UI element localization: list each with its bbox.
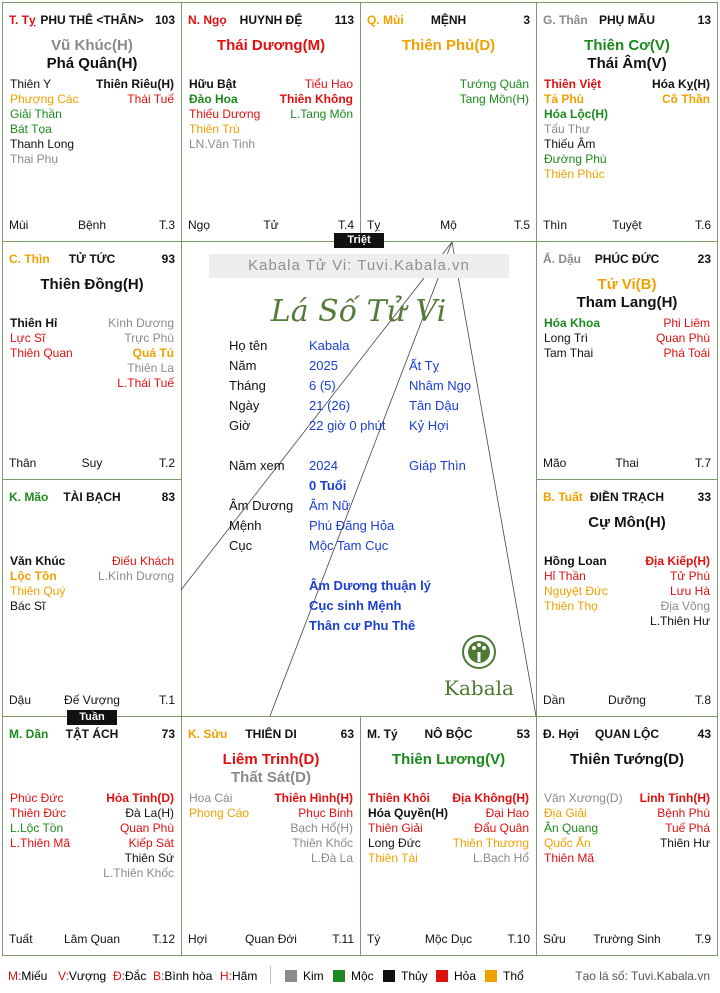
minor-star: Địa Võng — [660, 599, 710, 613]
strength-code: V — [58, 969, 66, 983]
legend-separator — [270, 966, 271, 984]
minor-star: Địa Kiếp(H) — [645, 554, 710, 568]
element-text: Hỏa — [454, 969, 477, 983]
minor-star: Thiên Phúc — [544, 167, 605, 181]
minor-star: Tang Môn(H) — [459, 92, 529, 106]
palace-age: 33 — [697, 490, 711, 504]
minor-star: Long Đức — [368, 836, 421, 850]
minor-star: L.Lộc Tồn — [10, 821, 64, 835]
truong-sinh: Đế Vượng — [64, 693, 120, 707]
main-star: Phá Quân(H) — [46, 55, 138, 72]
element-text: Kim — [303, 969, 324, 983]
minor-star: L.Bạch Hổ — [472, 851, 529, 865]
minor-star: Văn Khúc — [10, 554, 66, 568]
logo-text: Kabala — [444, 676, 514, 700]
minor-star: LN.Văn Tinh — [189, 137, 256, 151]
tuan-tag: Tuần — [67, 710, 117, 725]
heavenly-stem: N. Ngọ — [188, 13, 227, 27]
info-value: 6 (5) — [309, 378, 336, 393]
info-label: Giờ — [229, 418, 251, 433]
truong-sinh: Trường Sinh — [593, 932, 661, 946]
strength-text: Vượng — [68, 969, 107, 983]
minor-star: Thiên Việt — [544, 77, 602, 91]
heavenly-stem: B. Tuất — [543, 490, 583, 504]
minor-star: Phong Cáo — [189, 806, 250, 820]
main-star: Thiên Cơ(V) — [584, 37, 670, 54]
minor-star: L.Thiên Khốc — [103, 866, 174, 880]
minor-star: Hóa Kỵ(H) — [651, 77, 710, 91]
minor-star: L.Thiên Mã — [10, 836, 71, 850]
minor-star: Quan Phù — [119, 821, 174, 835]
minor-star: Cô Thần — [662, 92, 710, 106]
element-swatch — [436, 970, 448, 982]
element-key — [383, 969, 428, 983]
chart-note: Âm Dương thuận lý — [309, 578, 431, 593]
main-star: Cự Môn(H) — [588, 514, 666, 531]
truong-sinh: Dưỡng — [608, 693, 646, 707]
info-can-chi: Nhâm Ngọ — [409, 378, 472, 393]
heavenly-stem: C. Thìn — [9, 252, 50, 266]
minor-star: Hồng Loan — [544, 554, 607, 568]
strength-code: M — [8, 969, 18, 983]
palace-name: TẬT ÁCH — [65, 727, 119, 741]
watermark-text: Kabala Tử Vi: Tuvi.Kabala.vn — [209, 254, 509, 278]
truong-sinh: Tử — [263, 218, 279, 232]
truong-sinh: Tuyệt — [612, 218, 642, 232]
heavenly-stem: T. Tỵ — [9, 13, 36, 27]
info-can-chi: Giáp Thìn — [409, 458, 466, 473]
minor-star: Địa Giải — [544, 806, 587, 820]
minor-star: L.Tang Môn — [290, 107, 353, 121]
element-key — [333, 969, 374, 983]
truong-sinh: Mộc Dục — [424, 932, 473, 946]
minor-star: Thiên Tài — [368, 851, 418, 865]
minor-star: Hoa Cái — [189, 791, 233, 805]
main-star: Thái Dương(M) — [216, 37, 326, 54]
info-label: Năm xem — [229, 458, 285, 473]
info-label: Mệnh — [229, 518, 262, 533]
strength-code: B — [153, 969, 162, 983]
minor-star: Thiếu Dương — [189, 107, 261, 121]
info-value: Âm Nữ — [309, 498, 351, 513]
month-marker: T.1 — [158, 693, 175, 707]
palace-name: ĐIỀN TRẠCH — [590, 490, 664, 504]
minor-star: Đẩu Quân — [474, 821, 529, 835]
element-key — [485, 969, 524, 983]
dai-van-branch: Dần — [543, 693, 566, 707]
minor-star: Thiên Hư — [659, 836, 710, 850]
strength-key: B:Bình hòa — [153, 969, 213, 983]
minor-star: Thiên Mã — [544, 851, 595, 865]
month-marker: T.3 — [158, 218, 175, 232]
info-label: Năm — [229, 358, 257, 373]
element-swatch — [383, 970, 395, 982]
minor-star: Thiên Đức — [10, 806, 67, 820]
minor-star: Bát Tọa — [10, 122, 52, 136]
minor-star: Thiên Hình(H) — [274, 791, 353, 805]
minor-star: Hữu Bật — [189, 77, 237, 91]
minor-star: Hỏa Tinh(D) — [106, 791, 174, 805]
truong-sinh: Thai — [615, 456, 639, 470]
minor-star: Tiểu Hao — [304, 77, 353, 91]
minor-star: Bạch Hổ(H) — [290, 821, 353, 835]
minor-star: Phúc Đức — [10, 791, 64, 805]
palace-age: 43 — [697, 727, 711, 741]
minor-star: Thiên Sứ — [124, 851, 174, 865]
minor-star: Quả Tú — [132, 346, 174, 360]
main-star: Tham Lang(H) — [576, 294, 678, 311]
info-label: Họ tên — [229, 338, 268, 353]
dai-van-branch: Tỵ — [367, 218, 381, 232]
minor-star: Phá Toái — [663, 346, 710, 360]
chart-title: Lá Số Tử Vi — [270, 294, 447, 329]
minor-star: Điếu Khách — [111, 554, 174, 568]
month-marker: T.7 — [694, 456, 711, 470]
palace-age: 113 — [334, 13, 354, 27]
tree-icon — [443, 634, 515, 676]
minor-star: Kiếp Sát — [128, 836, 174, 850]
element-text: Thủy — [401, 969, 428, 983]
minor-star: Đại Hao — [485, 806, 529, 820]
info-label: Âm Dương — [229, 498, 294, 513]
minor-star: Thai Phụ — [10, 152, 59, 166]
strength-code: H — [220, 969, 229, 983]
month-marker: T.8 — [694, 693, 711, 707]
dai-van-branch: Thìn — [543, 218, 568, 232]
element-swatch — [333, 970, 345, 982]
heavenly-stem: Q. Mùi — [367, 13, 404, 27]
palace-name: PHÚC ĐỨC — [594, 252, 660, 266]
info-can-chi: Tân Dậu — [409, 398, 459, 413]
palace-age: 83 — [161, 490, 175, 504]
info-value: 0 Tuổi — [309, 478, 347, 493]
element-key — [285, 969, 324, 983]
info-label: Ngày — [229, 398, 260, 413]
palace-age: 93 — [161, 252, 175, 266]
palace-name: HUYNH ĐỆ — [239, 13, 303, 27]
info-value: 22 giờ 0 phút — [309, 418, 386, 433]
element-text: Mộc — [351, 969, 374, 983]
minor-star: Thiên La — [127, 361, 174, 375]
strength-text: Hãm — [232, 969, 258, 983]
triet-tag: Triệt — [334, 233, 384, 248]
minor-star: Đường Phù — [544, 152, 607, 166]
palace-name: PHU THÊ <THÂN> — [40, 13, 144, 27]
month-marker: T.5 — [513, 218, 530, 232]
palace-age: 73 — [161, 727, 175, 741]
minor-star: Thiên Trù — [189, 122, 240, 136]
month-marker: T.6 — [694, 218, 711, 232]
truong-sinh: Lâm Quan — [63, 932, 121, 946]
minor-star: Thiên Hỉ — [10, 316, 58, 330]
minor-star: Lưu Hà — [669, 584, 710, 598]
info-value: 2024 — [309, 458, 338, 473]
minor-star: Giải Thần — [10, 107, 62, 121]
month-marker: T.9 — [694, 932, 711, 946]
minor-star: Nguyệt Đức — [544, 584, 609, 598]
element-text: Thổ — [503, 969, 524, 983]
minor-star: Đào Hoa — [189, 92, 238, 106]
minor-star: Ân Quang — [544, 821, 599, 835]
minor-star: Tam Thai — [544, 346, 594, 360]
main-star: Liêm Trinh(D) — [222, 751, 320, 768]
palace-name: PHỤ MẪU — [599, 13, 655, 27]
main-star: Thiên Phủ(D) — [401, 37, 496, 54]
heavenly-stem: M. Tý — [367, 727, 398, 741]
palace-name: TỬ TỨC — [68, 252, 116, 266]
minor-star: Thiên Quý — [10, 584, 66, 598]
minor-star: Phượng Các — [10, 92, 79, 106]
minor-star: Kình Dương — [108, 316, 174, 330]
truong-sinh: Suy — [81, 456, 103, 470]
heavenly-stem: K. Mão — [9, 490, 49, 504]
minor-star: Linh Tinh(H) — [639, 791, 710, 805]
minor-star: Trực Phù — [124, 331, 174, 345]
site-credit: Tạo lá số: Tuvi.Kabala.vn — [575, 969, 710, 983]
minor-star: Văn Xương(D) — [544, 791, 623, 805]
info-label: Tháng — [229, 378, 266, 393]
strength-code: Đ — [113, 969, 122, 983]
strength-key: H:Hãm — [220, 969, 258, 983]
minor-star: Phục Binh — [298, 806, 353, 820]
strength-text: Bình hòa — [164, 969, 213, 983]
palace-age: 103 — [154, 13, 175, 27]
chart-note: Cục sinh Mệnh — [309, 598, 402, 613]
minor-star: Thái Tuế — [127, 92, 174, 106]
minor-star: Thiên Khốc — [292, 836, 353, 850]
dai-van-branch: Hợi — [188, 932, 208, 946]
minor-star: Tuế Phá — [665, 821, 710, 835]
month-marker: T.10 — [507, 932, 530, 946]
dai-van-branch: Sửu — [543, 932, 566, 946]
dai-van-branch: Dậu — [9, 693, 32, 707]
palace-name: NÔ BỘC — [424, 727, 473, 741]
element-key — [436, 969, 476, 983]
minor-star: L.Kình Dương — [98, 569, 174, 583]
info-value: 21 (26) — [309, 398, 351, 413]
dai-van-branch: Thân — [9, 456, 37, 470]
palace-age: 23 — [697, 252, 711, 266]
minor-star: Thiên Không — [279, 92, 353, 106]
palace-name: TÀI BẠCH — [63, 490, 121, 504]
element-swatch — [285, 970, 297, 982]
minor-star: Bác Sĩ — [10, 599, 46, 613]
truong-sinh: Quan Đới — [245, 932, 297, 946]
element-swatch — [485, 970, 497, 982]
strength-text: Miếu — [21, 969, 48, 983]
minor-star: Thanh Long — [10, 137, 75, 151]
info-can-chi: Ất Tỵ — [409, 358, 440, 373]
minor-star: Long Trì — [544, 331, 589, 345]
strength-text: Đắc — [125, 969, 147, 983]
info-value: 2025 — [309, 358, 338, 373]
minor-star: L.Đà La — [310, 851, 353, 865]
dai-van-branch: Tuất — [9, 932, 33, 946]
main-star: Thiên Tướng(D) — [569, 751, 684, 768]
minor-star: Thiên Thọ — [544, 599, 598, 613]
minor-star: L.Thái Tuế — [117, 376, 174, 390]
minor-star: Thiên Khôi — [368, 791, 430, 805]
dai-van-branch: Mùi — [9, 218, 29, 232]
palace-name: THIÊN DI — [245, 727, 297, 741]
palace-name: MỆNH — [430, 13, 467, 27]
minor-star: Lộc Tồn — [10, 569, 57, 583]
info-can-chi: Kỷ Hợi — [409, 418, 449, 433]
palace-name: QUAN LỘC — [595, 727, 659, 741]
minor-star: L.Thiên Hư — [649, 614, 710, 628]
heavenly-stem: K. Sửu — [188, 727, 228, 741]
minor-star: Thiên Quan — [10, 346, 73, 360]
minor-star: Tấu Thư — [544, 122, 590, 136]
minor-star: Thiên Y — [10, 77, 52, 91]
minor-star: Hóa Khoa — [544, 316, 601, 330]
minor-star: Thiếu Âm — [544, 137, 596, 151]
dai-van-branch: Mão — [543, 456, 567, 470]
minor-star: Tướng Quân — [459, 77, 529, 91]
month-marker: T.12 — [152, 932, 175, 946]
minor-star: Thiên Thương — [452, 836, 529, 850]
minor-star: Quốc Ấn — [544, 836, 591, 850]
main-star: Thái Âm(V) — [587, 55, 667, 72]
strength-key: M:Miếu — [8, 969, 48, 983]
palace-age: 3 — [523, 13, 530, 27]
strength-key: V:Vượng — [58, 969, 107, 983]
main-star: Thiên Lương(V) — [391, 751, 506, 768]
heavenly-stem: Ấ. Dậu — [543, 252, 582, 266]
kabala-logo — [443, 634, 515, 698]
palace-age: 13 — [697, 13, 711, 27]
minor-star: Đà La(H) — [125, 806, 174, 820]
truong-sinh: Bệnh — [77, 218, 107, 232]
main-star: Thất Sát(D) — [231, 769, 311, 786]
palace-age: 63 — [340, 727, 354, 741]
info-label: Cục — [229, 538, 253, 553]
month-marker: T.4 — [337, 218, 354, 232]
heavenly-stem: M. Dần — [9, 727, 49, 741]
legend-bar — [0, 958, 720, 993]
heavenly-stem: G. Thân — [543, 13, 588, 27]
truong-sinh: Mộ — [440, 218, 457, 232]
strength-key: Đ:Đắc — [113, 969, 147, 983]
minor-star: Tử Phù — [669, 569, 710, 583]
main-star: Vũ Khúc(H) — [51, 37, 133, 54]
heavenly-stem: Đ. Hợi — [543, 727, 579, 741]
minor-star: Tả Phù — [544, 92, 585, 106]
month-marker: T.2 — [158, 456, 175, 470]
minor-star: Hóa Lộc(H) — [544, 107, 608, 121]
info-value: Mộc Tam Cục — [309, 538, 389, 553]
chart-note: Thân cư Phu Thê — [309, 618, 416, 633]
palace-age: 53 — [516, 727, 530, 741]
minor-star: Lực Sĩ — [10, 331, 46, 345]
month-marker: T.11 — [332, 932, 354, 946]
minor-star: Quan Phù — [655, 331, 710, 345]
minor-star: Thiên Giải — [368, 821, 423, 835]
info-value: Kabala — [309, 338, 350, 353]
dai-van-branch: Ngọ — [188, 218, 211, 232]
dai-van-branch: Tý — [367, 932, 381, 946]
main-star: Tử Vi(B) — [597, 276, 657, 293]
minor-star: Địa Không(H) — [452, 791, 529, 805]
main-star: Thiên Đồng(H) — [40, 276, 144, 293]
minor-star: Thiên Riêu(H) — [96, 77, 174, 91]
minor-star: Bệnh Phù — [657, 806, 710, 820]
info-value: Phú Đăng Hỏa — [309, 518, 395, 533]
minor-star: Hỉ Thần — [544, 569, 586, 583]
minor-star: Phi Liêm — [663, 316, 710, 330]
minor-star: Hóa Quyền(H) — [368, 806, 449, 820]
center-info-panel — [181, 242, 536, 716]
